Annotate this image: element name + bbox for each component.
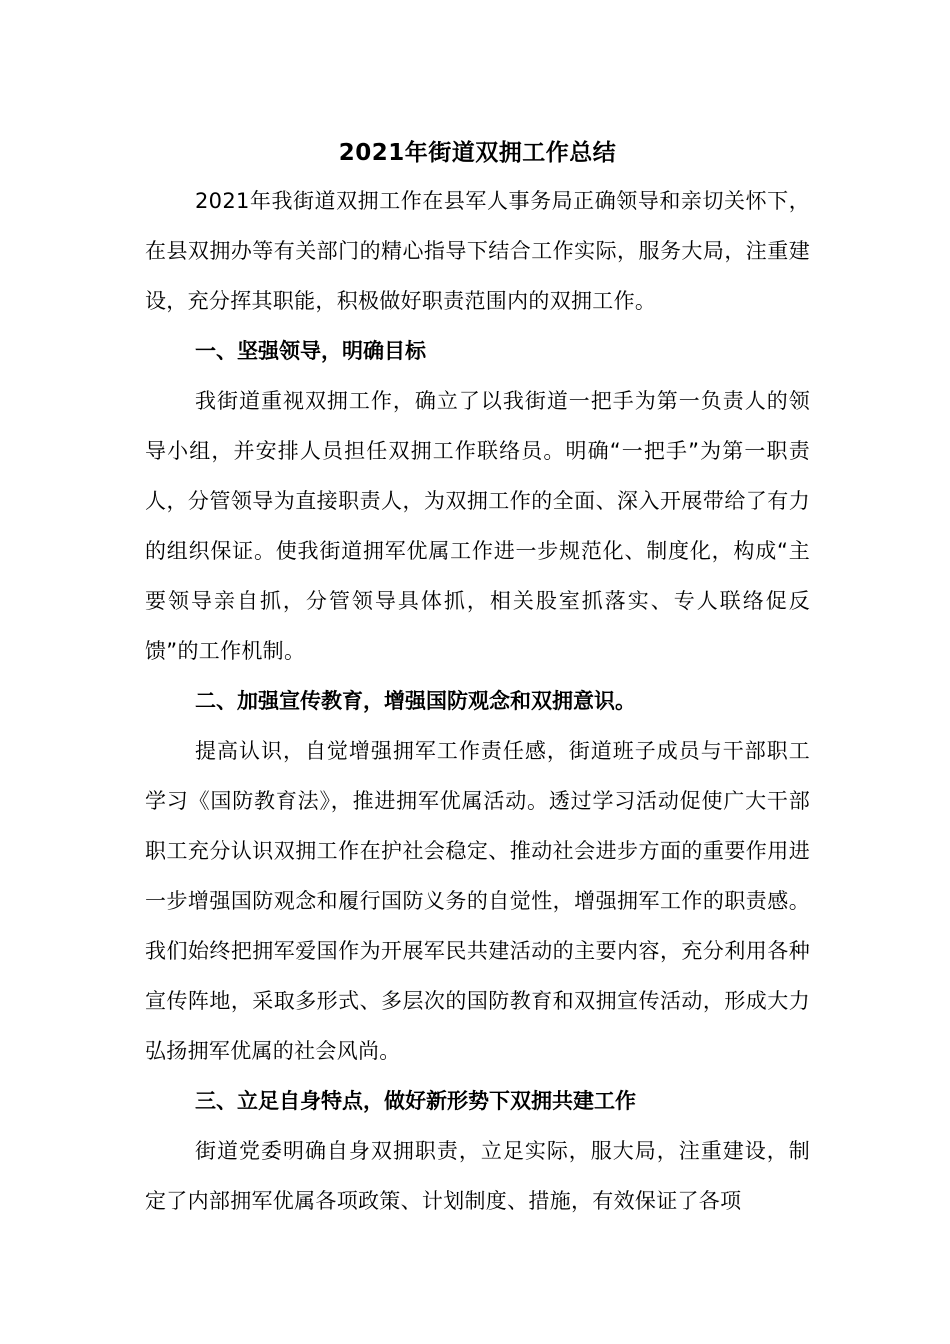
section-2-paragraph: 提高认识，自觉增强拥军工作责任感，街道班子成员与干部职工学习《国防教育法》，推进拥军优属活动。透过学习活动促使广大干部职工充分认识双拥工作在护社会稳定、推动社会进步方面的重要作用进一步增强国防观念和履行国防义务的自觉性，增强拥军工作的职责感。我们始终把拥军爱国作为开展军民共建活动的主要内容，充分利用各种宣传阵地，采取多形式、多层次的国防教育和双拥宣传活动，形成大力弘扬拥军优属的社会风尚。	[145, 739, 810, 1063]
section-1-heading: 一、坚强领导，明确目标	[195, 339, 426, 363]
section-2-heading: 二、加强宣传教育，增强国防观念和双拥意识。	[195, 689, 636, 713]
section-3-paragraph: 街道党委明确自身双拥职责，立足实际，服大局，注重建设，制定了内部拥军优属各项政策、计划制度、措施，有效保证了各项	[145, 1139, 810, 1213]
section-3-heading: 三、立足自身特点，做好新形势下双拥共建工作	[195, 1089, 636, 1113]
intro-paragraph: 2021年我街道双拥工作在县军人事务局正确领导和亲切关怀下，在县双拥办等有关部门的精心指导下结合工作实际，服务大局，注重建设，充分挥其职能，积极做好职责范围内的双拥工作。	[145, 189, 810, 313]
document-title: 2021年街道双拥工作总结	[338, 140, 617, 166]
section-1-paragraph: 我街道重视双拥工作，确立了以我街道一把手为第一负责人的领导小组，并安排人员担任双拥工作联络员。明确“一把手”为第一职责人，分管领导为直接职责人，为双拥工作的全面、深入开展带给了有力的组织保证。使我街道拥军优属工作进一步规范化、制度化，构成“主要领导亲自抓，分管领导具体抓，相关股室抓落实、专人联络促反馈”的工作机制。	[145, 389, 810, 663]
document-body	[145, 130, 810, 1226]
